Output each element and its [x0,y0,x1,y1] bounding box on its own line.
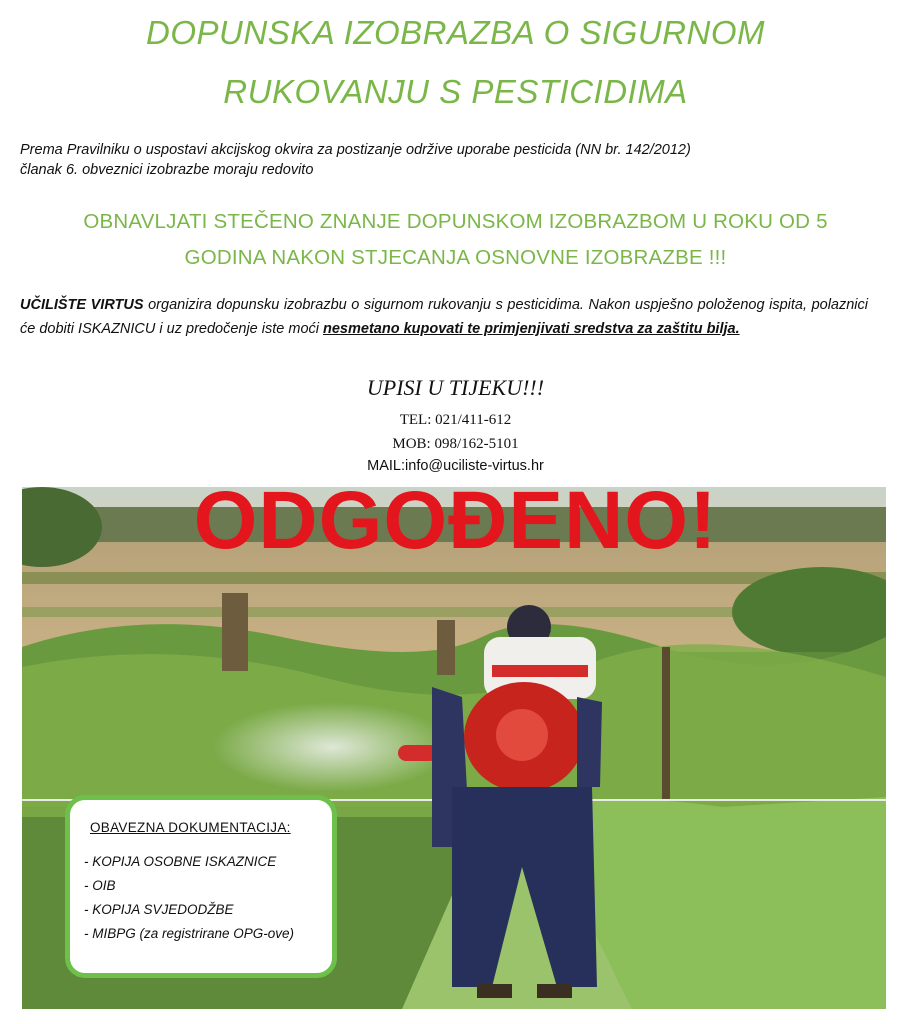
intro-paragraph [20,140,868,180]
organization-name: UČILIŠTE VIRTUS [20,297,144,313]
phone-number: TEL: 021/411-612 [399,412,512,428]
poster-title-line1: DOPUNSKA IZOBRAZBA O SIGURNOM [146,14,765,51]
postponed-stamp: ODGOĐENO! [193,475,718,566]
enrollment-notice: UPISI U TIJEKU!!! [366,375,545,400]
document-item: - KOPIJA OSOBNE ISKAZNICE [84,854,277,869]
highlight-line2: GODINA NAKON STJECANJA OSNOVNE IZOBRAZBE !!! [184,246,727,269]
mobile-number: MOB: 098/162-5101 [392,436,519,452]
intro-line1: Prema Pravilniku o uspostavi akcijskog okvira za postizanje održive uporabe pesticida (NN br. 142/2012) [20,142,691,158]
document-item: - OIB [84,878,116,893]
body-paragraph [20,293,868,341]
highlight-line1: OBNAVLJATI STEČENO ZNANJE DOPUNSKOM IZOBRAZBOM U ROKU OD 5 [83,210,828,233]
body-underlined-text: nesmetano kupovati te primjenjivati sredstva za zaštitu bilja. [323,321,740,337]
required-documents-heading: OBAVEZNA DOKUMENTACIJA: [90,820,291,835]
required-documents-list [84,852,324,948]
document-item: - KOPIJA SVJEDODŽBE [84,902,234,917]
document-item: - MIBPG (za registrirane OPG-ove) [84,926,295,941]
poster-title-line2: RUKOVANJU S PESTICIDIMA [223,73,688,110]
email-address: MAIL:info@uciliste-virtus.hr [367,458,544,474]
required-documents-box [65,795,337,978]
intro-line2: članak 6. obveznici izobrazbe moraju redovito [20,162,314,178]
body-text: organizira dopunsku izobrazbu o sigurnom rukovanju s pesticidima. Nakon uspješno položenog ispita, polaznici će dobiti ISKAZNICU i uz predočenje iste moći [20,297,868,337]
